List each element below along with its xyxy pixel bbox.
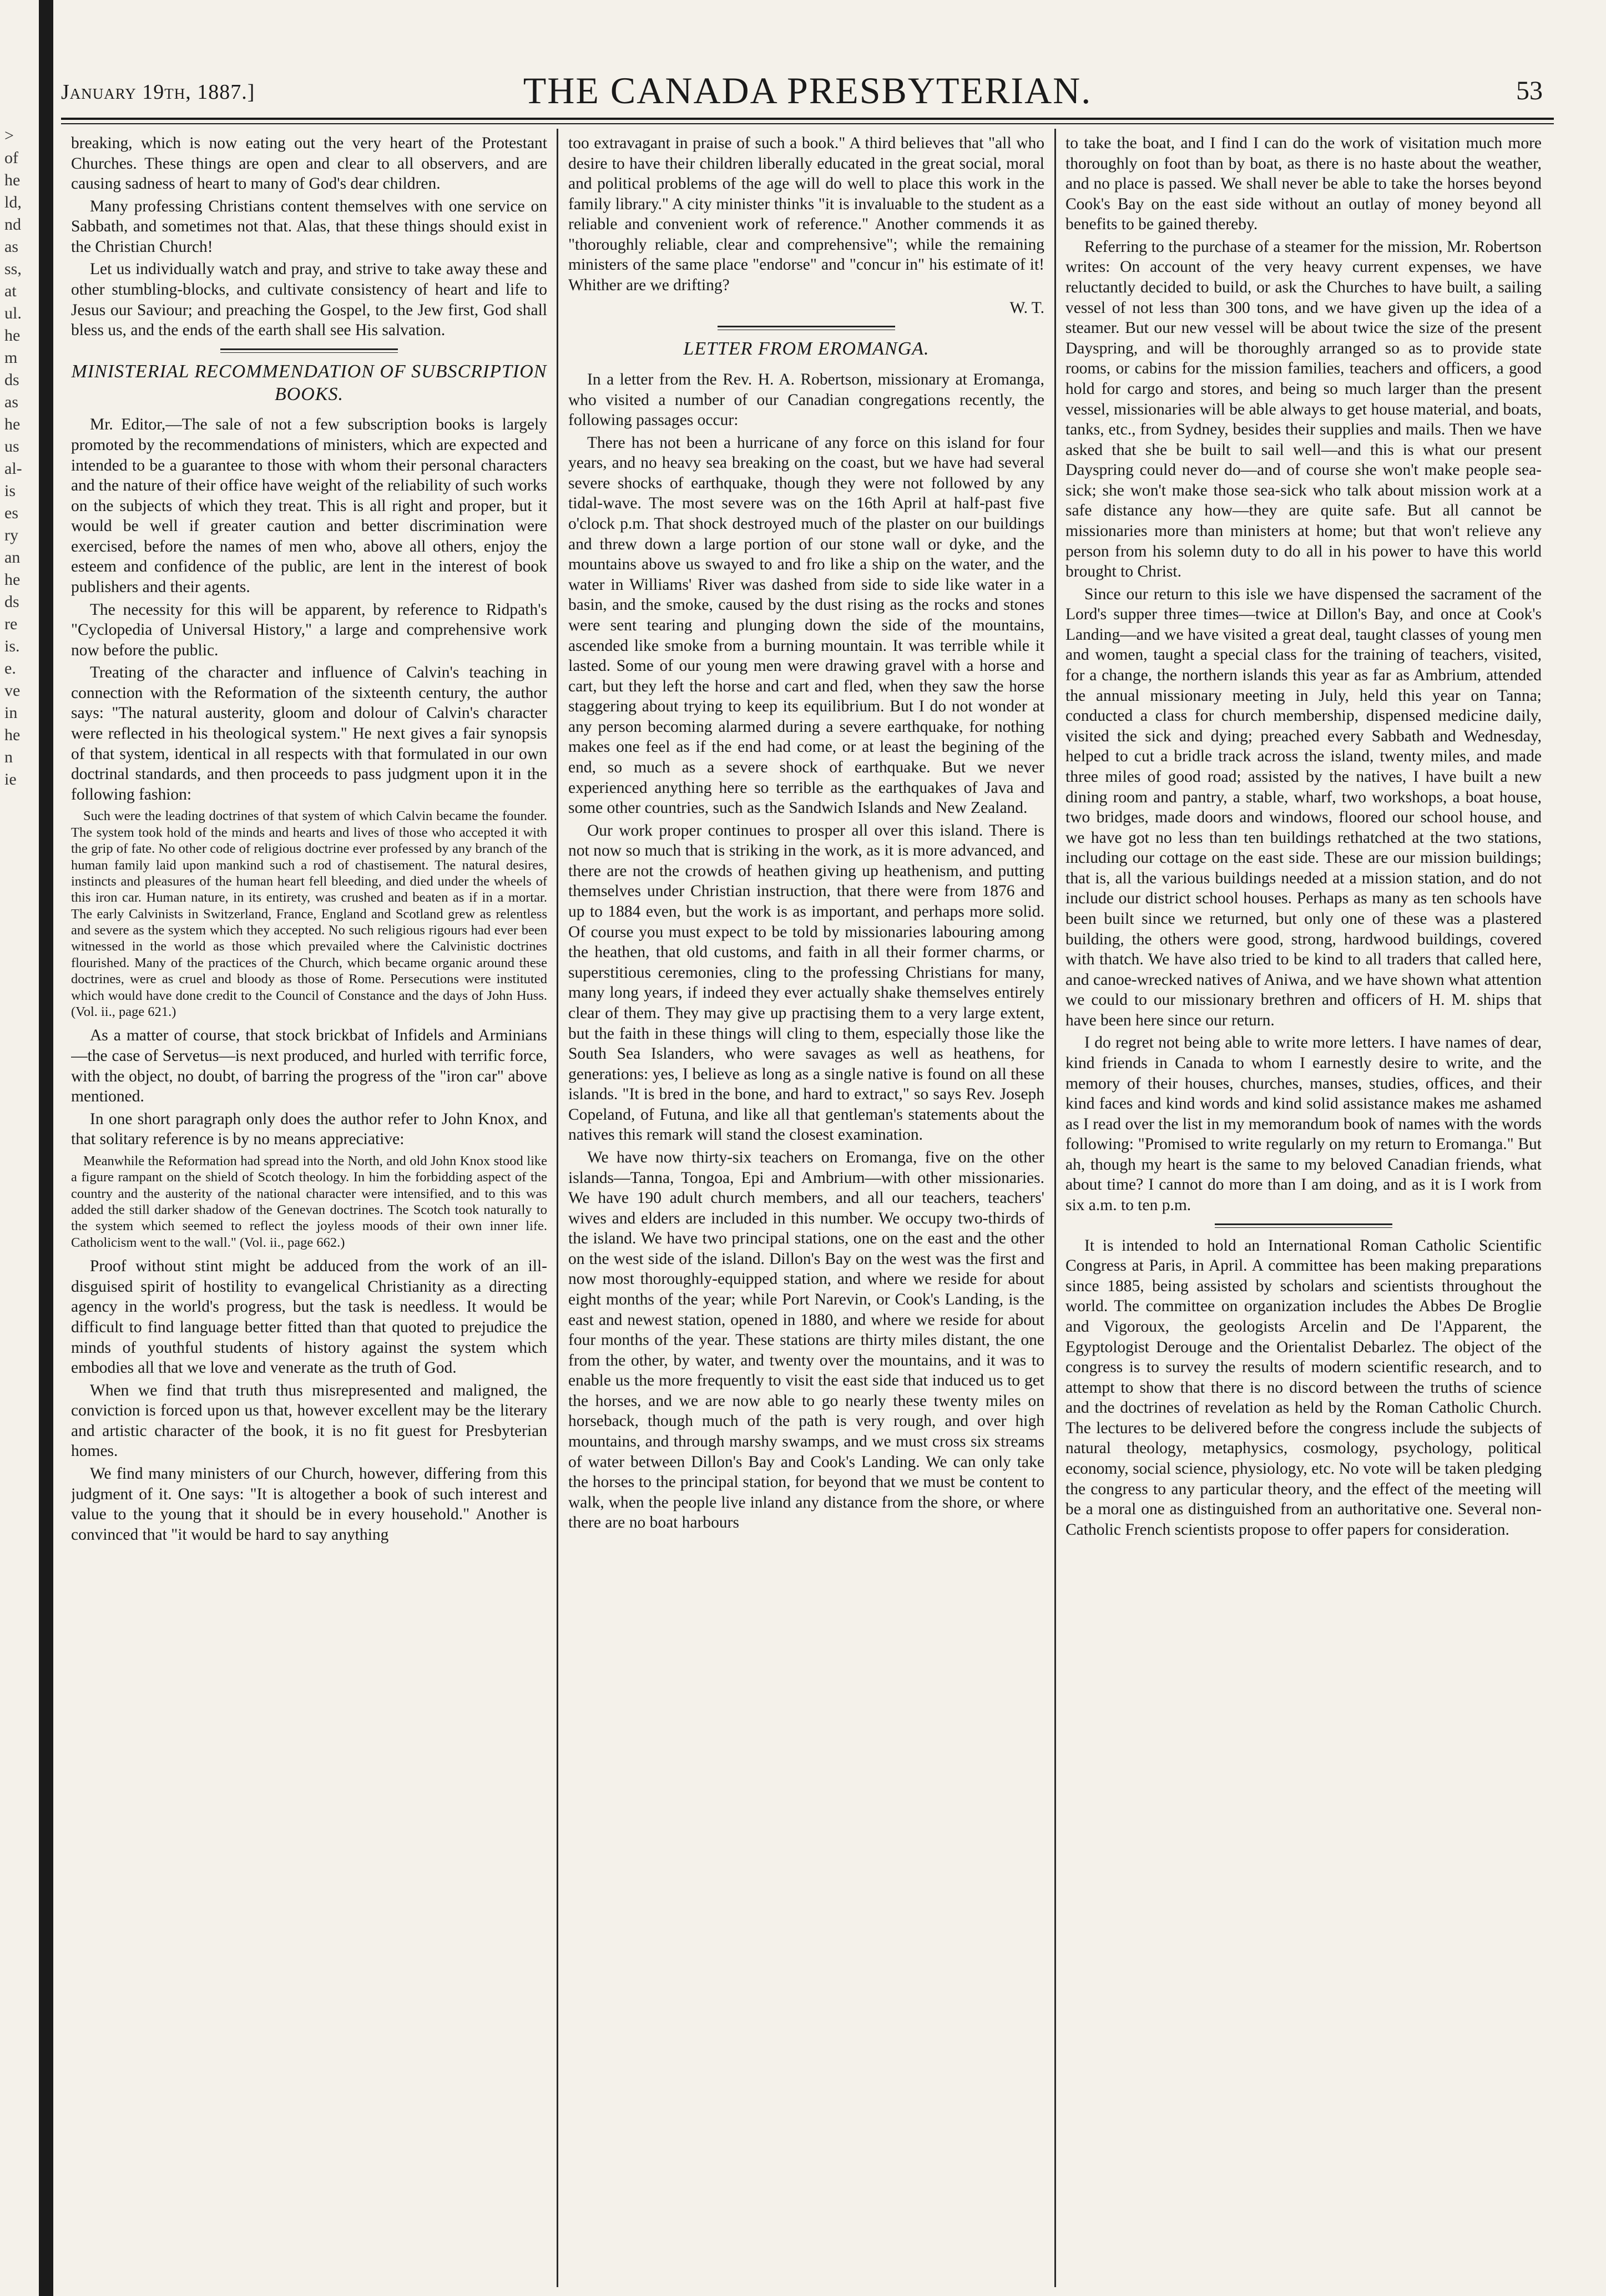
author-signature: W. T.	[1009, 299, 1044, 317]
page-edge-shadow	[39, 0, 53, 2296]
paragraph: We have now thirty-six teachers on Eromanga, five on the other islands—Tanna, Tongoa, Epi and Ambrium—with other missionaries. We have 190 adult church members, and all our teachers, teachers' wives and elders are included in this number. We occupy two-thirds of the island. We have two principal stations, one on the east and the other on the west side of the island. Dillon's Bay on the west was the first and now most thoroughly-equipped station, and where we reside for about eight months of the year; while Port Narevin, or Cook's Landing, is the east and newest station, opened in 1880, and where we reside for about four months of the year. These stations are thirty miles distant, the one from the other, by water, and twenty over the mountains, and it was to enable us the more frequently to visit the east side that induced us to get the horses, and we are now able to go nearly these twenty miles on horseback, though much of the path is very rough, and over high mountains, and through marshy swamps, and we must cross six streams of water between Dillon's Bay and Cook's Landing. We can only take the horses to the principal station, for beyond that we must be content to walk, when the people live inland any distance from the shore, or where there are no boat harbours	[568, 1148, 1044, 1532]
margin-fragment: >	[4, 127, 14, 145]
margin-fragment: he	[4, 570, 21, 589]
masthead	[61, 65, 1554, 115]
margin-fragment: ds	[4, 593, 19, 611]
paragraph: There has not been a hurricane of any force on this island for four years, and no heavy sea breaking on the coast, but we have had several severe shocks of earthquake, though they were not followed by any tidal-wave. The most severe was on the 16th April at half-past five o'clock p.m. That shock destroyed much of the plaster on our buildings and threw down a large portion of our stone wall or dyke, and the mountains above us swayed to and fro like a ship on the water, and the water in Williams' River was dashed from side to side like water in a basin, and the smoke, caused by the dust rising as the rocks and stones were sent tearing and plunging down the side of the mountains, ascended like smoke from a burning mountain. It was terrible while it lasted. Some of our young men were drawing gravel with a horse and cart, but they left the horse and cart and fled, when they saw the horse staggering about trying to keep its equilibrium. But I do not wonder at any person becoming alarmed during a severe earthquake, for nothing makes one feel as if the end had come, or at least the begining of the end, so much as a severe shock of earthquake. But we never experienced anything here so terrible as the earthquakes of Java and some other countries, such as the Sandwich Islands and New Zealand.	[568, 433, 1044, 817]
margin-fragment: ss,	[4, 260, 22, 278]
column-divider-2	[1054, 129, 1056, 2287]
page-number: 53	[1516, 76, 1543, 105]
paragraph: Let us individually watch and pray, and strive to take away these and other stumbling-blocks, and cultivate consistency of heart and life to Jesus our Saviour; and preaching the Gospel, to the Jew first, God shall bless us, and the ends of the earth shall see His salvation.	[71, 260, 547, 340]
margin-fragment: ds	[4, 371, 19, 389]
margin-fragment: is	[4, 482, 16, 500]
margin-fragment: as	[4, 237, 18, 256]
margin-fragment: of	[4, 149, 18, 167]
margin-fragment: al-	[4, 459, 22, 478]
margin-fragment: es	[4, 504, 18, 522]
paragraph: to take the boat, and I find I can do the work of visitation much more thoroughly on foot than by boat, as there is no haste about the weather, and no place is passed. We shall never be able to take the horses beyond Cook's Bay on the east side without an outlay of money beyond all benefits to be gained thereby.	[1065, 134, 1542, 234]
paragraph: too extravagant in praise of such a book." A third believes that "all who desire to have their children liberally educated in the great social, moral and political problems of the age will do well to place this work in the family library." A city minister thinks "it is invaluable to the student as a reliable and convenient work of reference." Another commends it as "thoroughly reliable, clear and comprehensive"; while the remaining ministers of the same place "endorse" and "concur in" his estimate of it! Whither are we drifting?	[568, 134, 1044, 295]
margin-fragment: us	[4, 437, 19, 456]
publication-title: THE CANADA PRESBYTERIAN.	[523, 69, 1092, 112]
paragraph: breaking, which is now eating out the very heart of the Protestant Churches. These things are open and clear to all observers, and are causing sadness of heart to many of God's dear children.	[71, 134, 547, 193]
paragraph: Referring to the purchase of a steamer for the mission, Mr. Robertson writes: On account of the very heavy current expenses, we have reluctantly decided to build, or ask the Churches to have built, a sailing vessel of not less than 300 tons, and we have given up the idea of a steamer. But our new vessel will be about twice the size of the present Dayspring, and will be thoroughly arranged so as to provide state rooms, or cabins for the mission families, teachers and officers, a good hold for cargo and stores, and being so much larger than the present vessel, missionaries will be able always to get house material, and boats, tanks, etc., from Sydney, besides their supplies and mails. Then we have asked that she be built to sail well—and this is what our present Dayspring could never do—and of course she won't make people sea-sick; she won't make those sea-sick who talk about mission work at a safe distance any how—they are quite safe. But all cannot be missionaries more than ministers at home; but that won't relieve any person from his solemn duty to do all in his power to have this world brought to Christ.	[1065, 237, 1542, 581]
margin-fragment: he	[4, 415, 21, 433]
margin-fragment: is.	[4, 637, 20, 655]
paragraph: The necessity for this will be apparent, by reference to Ridpath's "Cyclopedia of Universal History," a large and comprehensive work now before the public.	[71, 600, 547, 659]
column-1	[71, 133, 547, 2286]
article-heading: LETTER FROM EROMANGA.	[683, 338, 930, 360]
margin-fragment: at	[4, 282, 17, 300]
margin-fragment: he	[4, 326, 21, 345]
margin-fragment: m	[4, 348, 18, 367]
margin-fragment: ld,	[4, 193, 22, 211]
margin-fragment: e.	[4, 659, 16, 677]
paragraph: When we find that truth thus misrepresented and maligned, the conviction is forced upon us that, however excellent may be the literary and artistic character of the book, it is no fit guest for Presbyterian homes.	[71, 1381, 547, 1460]
margin-fragment: he	[4, 726, 21, 744]
column-3	[1065, 133, 1542, 2286]
section-separator	[718, 326, 895, 330]
article-heading: MINISTERIAL RECOMMENDATION OF SUBSCRIPTION BOOKS.	[71, 361, 547, 404]
margin-fragment: ie	[4, 770, 17, 788]
issue-date: January 19th, 1887.]	[61, 80, 255, 104]
margin-fragment: ry	[4, 526, 18, 544]
header-rule	[61, 118, 1554, 120]
block-quote: Such were the leading doctrines of that system of which Calvin became the founder. The system took hold of the minds and hearts and lives of those who accepted it with the grip of fate. No other code of religious doctrine ever professed by any branch of the human family laid upon mankind such a rod of chastisement. The natural desires, instincts and pleasures of the human heart fell bleeding, and died under the wheels of this iron car. Human nature, in its entirety, was crushed and beaten as if in a mortar. The early Calvinists in Switzerland, France, England and Scotland grew as relentless and severe as the system which they accepted. No such religious rigours had ever been witnessed in the world as those which prevailed where the Calvinistic doctrines flourished. Many of the practices of the Church, which became organic around these doctrines, were as cruel and bloody as those of Rome. Persecutions were instituted which would have done credit to the Council of Constance and the days of John Huss. (Vol. ii., page 621.)	[71, 808, 547, 1020]
paragraph: Since our return to this isle we have dispensed the sacrament of the Lord's supper three times—twice at Dillon's Bay, and once at Cook's Landing—and we have visited a great deal, taught classes of young men and women, taught a special class for the training of teachers, visited, for a change, the northern islands this year as far as Ambrium, attended the annual missionary meeting in July, held this year on Tanna; conducted a class for church membership, dispensed medicine daily, visited the sick and dying; preached every Sabbath and Wednesday, helped to cut a bridle track across the island, twenty miles, and made three miles of good road; assisted by the natives, I have built a new dining room and pantry, a stable, wharf, two workshops, a boat house, two bridges, made doors and windows, floored our school house, and we have got no less than ten buildings rethatched at the two stations, including our cottage on the east side. These are our mission buildings; that is, all the various buildings needed at a mission station, and do not include our district school houses. Perhaps as many as ten schools have been built since we returned, but only one of these was a plastered building, the others were good, strong, hardwood buildings, covered with thatch. We have also tried to be kind to all traders that called here, and canoe-wrecked natives of Aniwa, and we have shown what attention we could to our missionary brethren and officers of H. M. ships that have been here since our return.	[1065, 585, 1542, 1029]
margin-fragment: in	[4, 704, 18, 722]
margin-fragment: an	[4, 548, 21, 567]
margin-fragment: he	[4, 171, 21, 189]
newspaper-page	[61, 0, 1554, 2296]
margin-fragment: re	[4, 615, 18, 633]
paragraph: Many professing Christians content themselves with one service on Sabbath, and sometimes not that. Alas, that these things should exist in the Christian Church!	[71, 197, 547, 256]
header-rule-thin	[61, 123, 1554, 124]
paragraph: As a matter of course, that stock brickbat of Infidels and Arminians—the case of Servetus—is next produced, and hurled with terrific force, with the object, no doubt, of barring the progress of the "iron car" above mentioned.	[71, 1026, 547, 1106]
paragraph: In one short paragraph only does the author refer to John Knox, and that solitary reference is by no means appreciative:	[71, 1110, 547, 1149]
margin-fragment: n	[4, 748, 13, 766]
paragraph: In a letter from the Rev. H. A. Robertson, missionary at Eromanga, who visited a number of our Canadian congregations recently, the following passages occur:	[568, 371, 1044, 429]
margin-fragment: ul.	[4, 304, 22, 322]
section-separator	[1215, 1223, 1392, 1228]
paragraph: I do regret not being able to write more letters. I have names of dear, kind friends in Canada to whom I earnestly desire to write, and the memory of their houses, churches, manses, studies, offices, and their kind faces and kind words and kind solid assistance makes me ashamed as I read over the list in my memorandum book of names with the words following: "Promised to write regularly on my return to Eromanga." But ah, though my heart is the same to my beloved Canadian friends, what about time? I cannot do more than I am doing, and as it is I work from six a.m. to ten p.m.	[1065, 1034, 1542, 1215]
column-divider-1	[557, 129, 558, 2287]
section-separator	[220, 348, 398, 353]
block-quote: Meanwhile the Reformation had spread into the North, and old John Knox stood like a figure rampant on the shield of Scotch theology. In him the forbidding aspect of the country and the austerity of the national character were intensified, and to this was added the still darker shadow of the Genevan doctrines. The Scotch took naturally to the system which seemed to reflect the joyless moods of their own inner life. Catholicism went to the wall." (Vol. ii., page 662.)	[71, 1153, 547, 1250]
paragraph: Proof without stint might be adduced from the work of an ill-disguised spirit of hostility to evangelical Christianity as a directing agency in the world's progress, but the task is needless. It would be difficult to find language better fitted than that quoted to prejudice the minds of youthful students of history against the system which embodies all that we love and venerate as the truth of God.	[71, 1257, 547, 1377]
paragraph: Treating of the character and influence of Calvin's teaching in connection with the Reformation of the sixteenth century, the author says: "The natural austerity, gloom and dolour of Calvin's character were reflected in his theological system." He next gives a fair synopsis of that system, identical in all respects with that formulated in our own doctrinal standards, and then proceeds to pass judgment upon it in the following fashion:	[71, 664, 547, 803]
paragraph: Our work proper continues to prosper all over this island. There is not now so much that is striking in the work, as it is more advanced, and there are not the crowds of heathen giving up heathenism, and putting themselves under Christian instruction, that there were from 1876 and up to 1884 even, but the work is as important, and perhaps more solid. Of course you must expect to be told by missionaries labouring among the heathen, that old customs, and faith in all their former charms, or superstitious ceremonies, cling to the professing Christians for many, many long years, if indeed they ever actually shake themselves entirely clear of them. They may give up practising them to a very large extent, but the faith in these things will cling to them, especially those like the South Sea Islanders, who were savages as well as heathens, for generations: yes, I believe as long as a single native is found on all these islands. "It is bred in the bone, and hard to extract," so says Rev. Joseph Copeland, of Futuna, and like all that gentleman's statements about the natives this remark will stand the closest examination.	[568, 821, 1044, 1144]
margin-fragment: nd	[4, 215, 21, 234]
margin-fragment: as	[4, 393, 18, 411]
margin-fragment: ve	[4, 681, 21, 700]
paragraph: Mr. Editor,—The sale of not a few subscription books is largely promoted by the recommendations of ministers, which are expected and intended to be a guarantee to those with whom their personal characters and the nature of their office have weight of the reliability of such works on the subjects of which they treat. This is all right and proper, but it would be well if greater caution and better discrimination were exercised, before the names of men who, above all others, enjoy the esteem and confidence of the public, are lent in the interest of book publishers and their agents.	[71, 416, 547, 596]
paragraph: It is intended to hold an International Roman Catholic Scientific Congress at Paris, in April. A committee has been making preparations since 1885, being assisted by scholars and scientists throughout the world. The committee on organization includes the Abbes De Broglie and Vigoroux, the geologists Arcelin and De l'Apparent, the Egyptologist Derouge and the Orientalist Debarlez. The object of the congress is to survey the results of modern scientific research, and to attempt to show that there is no discord between the truths of science and the doctrines of revelation as held by the Roman Catholic Church. The lectures to be delivered before the congress include the subjects of natural theology, metaphysics, cosmology, psychology, political economy, social science, physiology, etc. No vote will be taken pledging the congress to any particular theory, and the effect of the meeting will be a moral one as distinguished from an authoritative one. Several non-Catholic French scientists propose to offer papers for consideration.	[1065, 1236, 1542, 1539]
paragraph: We find many ministers of our Church, however, differing from this judgment of it. One says: "It is altogether a book of such interest and value to the young that it should be in every household." Another is convinced that "it would be hard to say anything	[71, 1465, 547, 1544]
column-2	[568, 133, 1044, 2286]
